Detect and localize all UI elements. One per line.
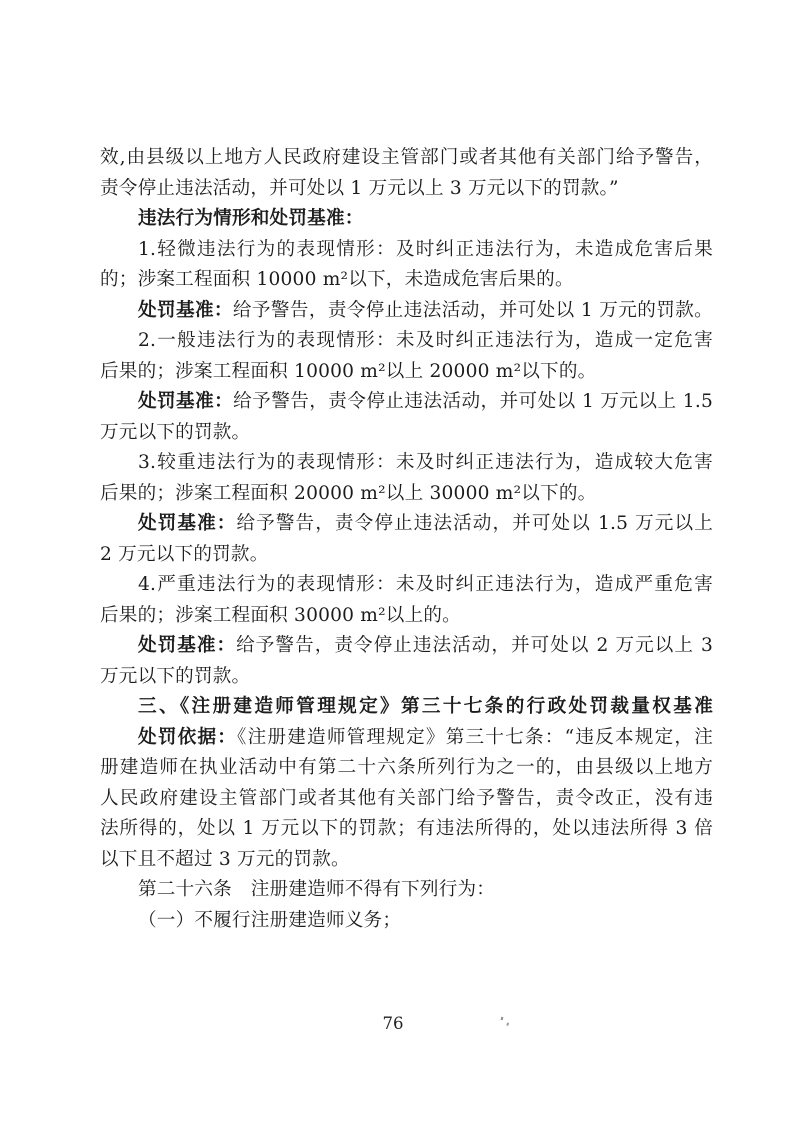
text-run: 给予警告，责令停止违法活动，并可处以 1.5 万元以上 (236, 513, 713, 534)
text-run: 效,由县级以上地方人民政府建设主管部门或者其他有关部门给予警告， (100, 147, 713, 168)
text-run: 给予警告，责令停止违法活动，并可处以 2 万元以上 3 (236, 635, 713, 656)
bold-run: 处罚依据： (138, 726, 238, 748)
bold-run: 违法行为情形和处罚基准： (138, 208, 364, 229)
text-line (100, 204, 713, 235)
text-line (100, 906, 713, 937)
text-line (100, 387, 713, 418)
text-line (100, 357, 713, 388)
text-run: 的；涉案工程面积 10000 m²以下，未造成危害后果的。 (100, 269, 574, 290)
text-run: 给予警告，责令停止违法活动，并可处以 1 万元以上 1.5 (233, 391, 713, 412)
text-run: 2.一般违法行为的表现情形：未及时纠正违法行为，造成一定危害 (138, 330, 713, 351)
text-run: （一）不履行注册建造师义务； (138, 909, 402, 931)
text-run: 第二十六条 注册建造师不得有下列行为： (138, 879, 496, 900)
bold-run: 处罚基准： (138, 635, 237, 656)
text-line (100, 479, 713, 510)
text-line (100, 753, 713, 784)
text-run: 3.较重违法行为的表现情形：未及时纠正违法行为，造成较大危害 (138, 452, 713, 473)
text-run: 万元以下的罚款。 (100, 421, 251, 443)
text-run: 2 万元以下的罚款。 (100, 543, 269, 565)
text-line (100, 540, 713, 571)
text-run: 后果的；涉案工程面积 30000 m²以上的。 (100, 604, 461, 626)
text-run: 1.轻微违法行为的表现情形：及时纠正违法行为，未造成危害后果 (138, 238, 713, 260)
text-line (100, 845, 713, 876)
text-run: 《注册建造师管理规定》第三十七条：“违反本规定，注 (237, 726, 713, 748)
text-run: 以下且不超过 3 万元的罚款。 (100, 848, 350, 870)
text-line (100, 692, 713, 723)
text-line (100, 875, 713, 906)
document-text (100, 143, 713, 936)
text-line (100, 143, 713, 174)
text-line (100, 265, 713, 296)
text-line (100, 174, 713, 205)
bold-run: 处罚基准： (138, 299, 233, 321)
text-run: 万元以下的罚款。 (100, 665, 251, 687)
text-run: 4.严重违法行为的表现情形：未及时纠正违法行为，造成严重危害 (138, 574, 713, 595)
text-line (100, 418, 713, 449)
text-line (100, 662, 713, 693)
text-line (100, 601, 713, 632)
text-line (100, 814, 713, 845)
text-run: 册建造师在执业活动中有第二十六条所列行为之一的，由县级以上地方 (100, 757, 713, 778)
text-run: 后果的；涉案工程面积 10000 m²以上 20000 m²以下的。 (100, 360, 597, 382)
text-line (100, 723, 713, 754)
bold-run: 处罚基准： (138, 513, 237, 534)
bold-run: 处罚基准： (138, 391, 234, 412)
text-line (100, 448, 713, 479)
text-line (100, 570, 713, 601)
text-line (100, 631, 713, 662)
text-run: 法所得的，处以 1 万元以下的罚款；有违法所得的，处以违法所得 3 倍 (100, 818, 713, 839)
text-line (100, 326, 713, 357)
text-run: 人民政府建设主管部门或者其他有关部门给予警告，责令改正，没有违 (100, 787, 713, 809)
text-run: 给予警告，责令停止违法活动，并可处以 1 万元的罚款。 (232, 299, 713, 321)
text-line (100, 296, 713, 327)
page-number: 76 (382, 1014, 404, 1033)
text-line (100, 235, 713, 266)
text-run: 后果的；涉案工程面积 20000 m²以上 30000 m²以下的。 (100, 482, 597, 504)
text-line (100, 784, 713, 815)
text-run: 责令停止违法活动，并可处以 1 万元以上 3 万元以下的罚款。” (100, 177, 619, 199)
text-line (100, 509, 713, 540)
bold-run: 三、《注册建造师管理规定》第三十七条的行政处罚裁量权基准 (138, 696, 713, 717)
